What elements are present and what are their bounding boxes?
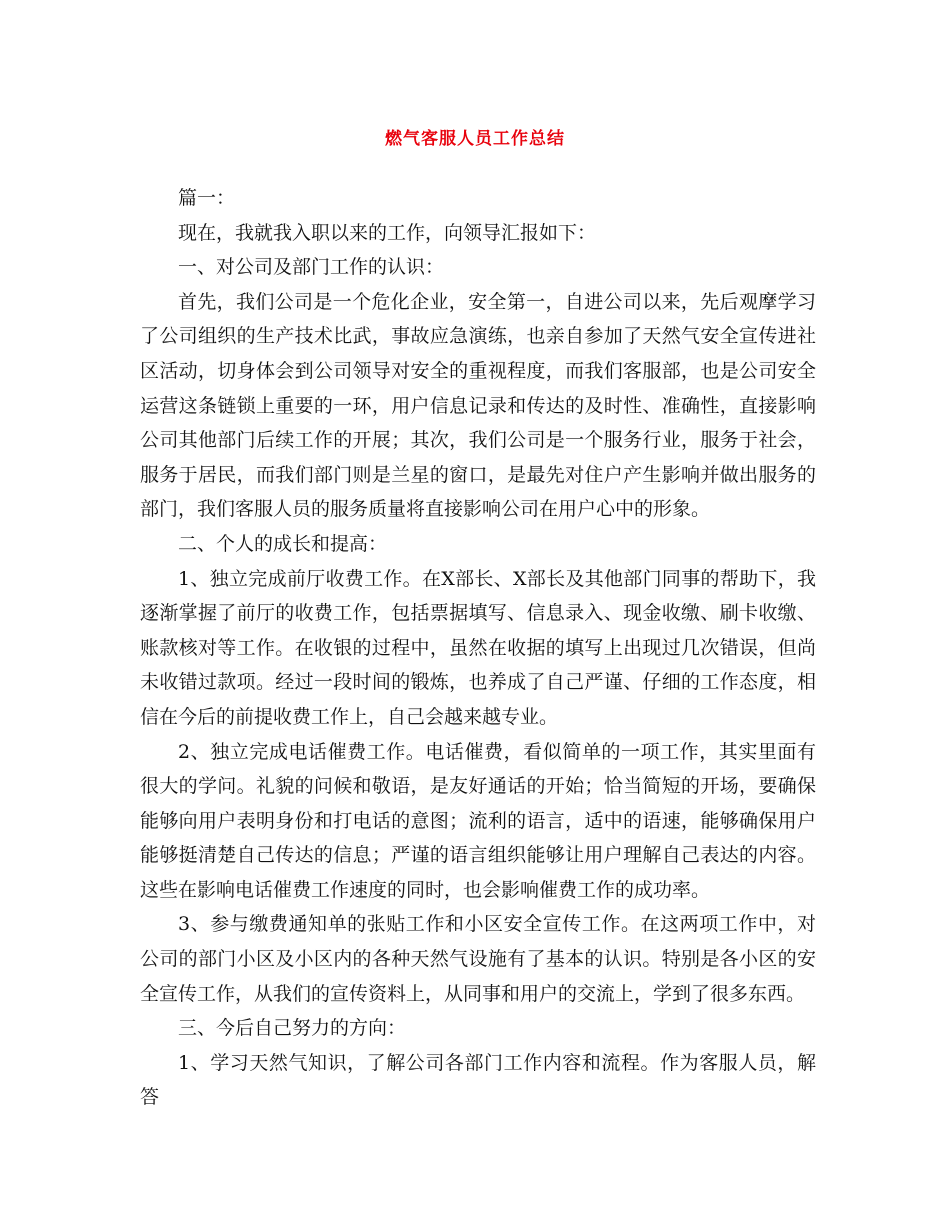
paragraph-growth-3: 3、参与缴费通知单的张贴工作和小区安全宣传工作。在这两项工作中，对公司的部门小区及小区内的各种天然气设施有了基本的认识。特别是各小区的安全宣传工作，从我们的宣传资料上，从同事和用户的交流上，学到了很多东西。	[140, 913, 816, 1005]
paragraph-future-1: 1、学习天然气知识，了解公司各部门工作内容和流程。作为客服人员，解答	[140, 1051, 816, 1109]
heading-future: 三、今后自己努力的方向：	[178, 1017, 407, 1040]
document-body	[140, 181, 816, 1115]
paragraph-understanding: 首先，我们公司是一个危化企业，安全第一，自进公司以来，先后观摩学习了公司组织的生产技术比武，事故应急演练，也亲自参加了天然气安全宣传进社区活动，切身体会到公司领导对安全的重视程度，而我们客服部，也是公司安全运营这条链锁上重要的一环，用户信息记录和传达的及时性、准确性，直接影响公司其他部门后续工作的开展；其次，我们公司是一个服务行业，服务于社会，服务于居民，而我们部门则是兰星的窗口，是最先对住户产生影响并做出服务的部门，我们客服人员的服务质量将直接影响公司在用户心中的形象。	[140, 290, 816, 521]
heading-understanding: 一、对公司及部门工作的认识：	[178, 256, 445, 279]
paragraph-growth-1: 1、独立完成前厅收费工作。在X部长、X部长及其他部门同事的帮助下，我逐渐掌握了前厅的收费工作，包括票据填写、信息录入、现金收缴、刷卡收缴、账款核对等工作。在收银的过程中，虽然在收据的填写上出现过几次错误，但尚未收错过款项。经过一段时间的锻炼，也养成了自己严谨、仔细的工作态度，相信在今后的前提收费工作上，自己会越来越专业。	[140, 567, 816, 728]
paragraph-intro: 现在，我就我入职以来的工作，向领导汇报如下：	[178, 221, 597, 244]
paragraph-section-label: 篇一：	[178, 187, 236, 209]
paragraph-growth-2: 2、独立完成电话催费工作。电话催费，看似简单的一项工作，其实里面有很大的学问。礼貌的问候和敬语，是友好通话的开始；恰当简短的开场，要确保能够向用户表明身份和打电话的意图；流利的语言，适中的语速，能够确保用户能够挺清楚自己传达的信息；严谨的语言组织能够让用户理解自己表达的内容。这些在影响电话催费工作速度的同时，也会影响催费工作的成功率。	[140, 740, 816, 901]
heading-growth: 二、个人的成长和提高：	[178, 532, 388, 555]
document-title: 燃气客服人员工作总结	[385, 129, 565, 149]
